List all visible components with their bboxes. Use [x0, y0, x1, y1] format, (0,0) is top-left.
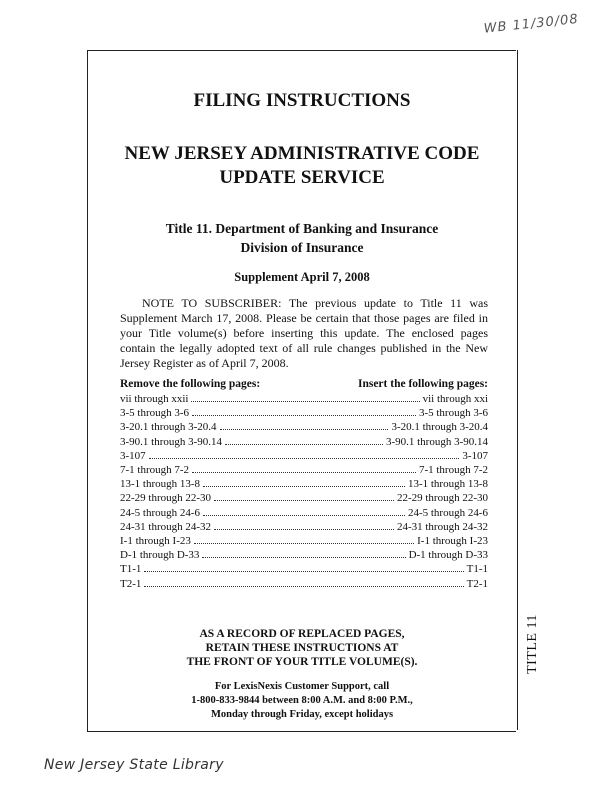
table-header [120, 378, 488, 391]
insert-pages: T1-1 [466, 563, 488, 576]
subtitle [87, 219, 517, 257]
support-info [87, 680, 517, 722]
support-line: Monday through Friday, except holidays [210, 709, 394, 720]
table-row [120, 576, 488, 590]
remove-pages: 3-5 through 3-6 [120, 407, 190, 420]
code-title [87, 142, 517, 190]
dot-leader [194, 533, 414, 544]
remove-pages: 24-31 through 24-32 [120, 520, 212, 533]
dot-leader [214, 490, 394, 501]
table-row [120, 434, 488, 448]
handwritten-note: WB 11/30/08 [483, 11, 580, 37]
pages-table [120, 378, 488, 590]
remove-pages: 24-5 through 24-6 [120, 506, 201, 519]
insert-pages: 13-1 through 13-8 [407, 478, 488, 491]
remove-pages: D-1 through D-33 [120, 549, 200, 562]
insert-pages: I-1 through I-23 [417, 535, 488, 548]
side-tab [523, 614, 543, 674]
remove-pages: T2-1 [120, 577, 142, 590]
table-row [120, 490, 488, 504]
side-tab-label: TITLE 11 [525, 614, 541, 674]
table-row [120, 476, 488, 490]
insert-pages: vii through xxi [422, 393, 488, 405]
table-row [120, 547, 488, 561]
remove-pages: T1-1 [120, 563, 142, 576]
dot-leader [144, 576, 463, 587]
insert-pages: 3-90.1 through 3-90.14 [385, 435, 488, 448]
dot-leader [214, 519, 394, 530]
code-title-line: NEW JERSEY ADMINISTRATIVE CODE [124, 143, 480, 164]
subtitle-line: Division of Insurance [240, 240, 364, 255]
record-line: RETAIN THESE INSTRUCTIONS AT [205, 642, 399, 654]
dot-leader [220, 419, 389, 430]
insert-header: Insert the following pages: [357, 378, 488, 390]
remove-pages: 3-107 [120, 449, 146, 462]
dot-leader [192, 405, 416, 416]
table-row [120, 391, 488, 405]
remove-pages: 7-1 through 7-2 [120, 464, 190, 477]
record-notice [87, 627, 517, 669]
insert-pages: 24-5 through 24-6 [407, 506, 488, 519]
insert-pages: D-1 through D-33 [408, 549, 488, 562]
code-title-line: UPDATE SERVICE [219, 167, 385, 188]
dot-leader [225, 434, 383, 445]
table-row [120, 419, 488, 433]
remove-pages: I-1 through I-23 [120, 535, 191, 548]
dot-leader [192, 462, 416, 473]
record-line: THE FRONT OF YOUR TITLE VOLUME(S). [186, 656, 418, 668]
remove-header: Remove the following pages: [120, 378, 261, 390]
dot-leader [149, 448, 460, 459]
insert-pages: 24-31 through 24-32 [396, 520, 488, 533]
subscriber-note: NOTE TO SUBSCRIBER: The previous update to Title 11 was Supplement March 17, 2008. Please be certain that those pages are filed in your Title volume(s) before inserting this update. The enclosed pages contain the legally adopted text of all rule changes published in the New Jersey Register as of April 7, 2008. [120, 296, 488, 370]
insert-pages: 3-20.1 through 3-20.4 [391, 421, 488, 434]
side-divider [517, 50, 518, 730]
record-line: AS A RECORD OF REPLACED PAGES, [199, 628, 405, 640]
dot-leader [203, 476, 405, 487]
insert-pages: T2-1 [466, 577, 488, 590]
insert-pages: 7-1 through 7-2 [418, 464, 488, 477]
table-row [120, 505, 488, 519]
support-line: For LexisNexis Customer Support, call [214, 681, 390, 692]
page-title: FILING INSTRUCTIONS [193, 90, 411, 111]
support-line: 1-800-833-9844 between 8:00 A.M. and 8:00 P.M., [191, 695, 413, 706]
dot-leader [191, 391, 419, 402]
table-row [120, 448, 488, 462]
dot-leader [144, 561, 463, 572]
insert-pages: 22-29 through 22-30 [396, 492, 488, 505]
subtitle-line: Title 11. Department of Banking and Insurance [165, 221, 439, 236]
table-rows [120, 391, 488, 590]
supplement-date: Supplement April 7, 2008 [234, 270, 370, 284]
insert-pages: 3-107 [462, 449, 488, 462]
dot-leader [203, 505, 405, 516]
table-row [120, 405, 488, 419]
dot-leader [202, 547, 405, 558]
library-stamp: New Jersey State Library [44, 757, 224, 773]
table-row [120, 462, 488, 476]
remove-pages: 3-20.1 through 3-20.4 [120, 421, 217, 434]
table-row [120, 519, 488, 533]
remove-pages: 3-90.1 through 3-90.14 [120, 435, 223, 448]
remove-pages: 22-29 through 22-30 [120, 492, 212, 505]
remove-pages: 13-1 through 13-8 [120, 478, 201, 491]
table-row [120, 533, 488, 547]
table-row [120, 561, 488, 575]
remove-pages: vii through xxii [120, 393, 189, 405]
insert-pages: 3-5 through 3-6 [418, 407, 488, 420]
